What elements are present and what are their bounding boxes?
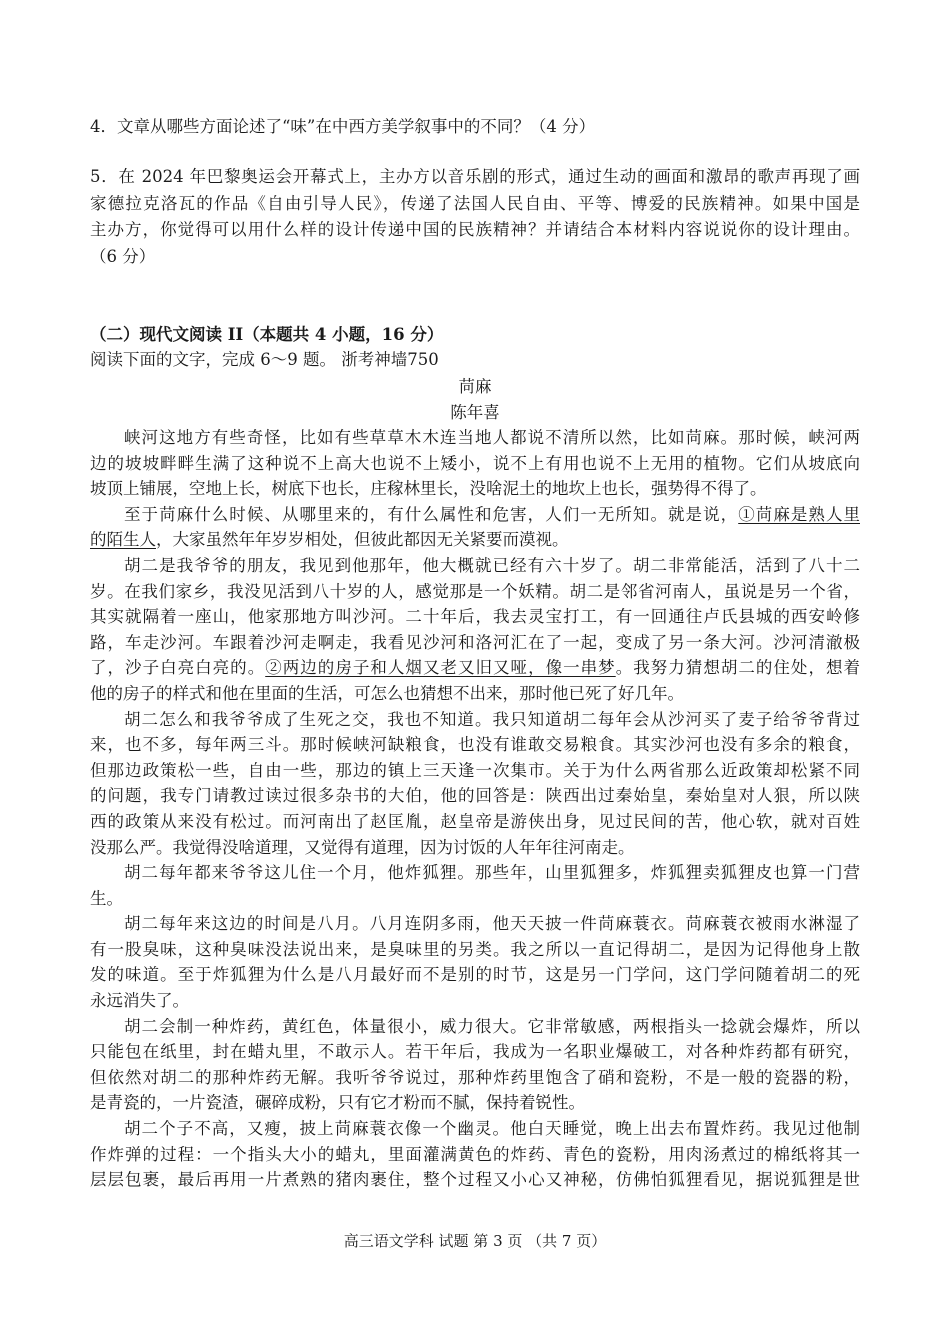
text-line: 坡顶上铺展，空地上长，树底下也长，庄稼林里长，没啥泥土的地坎上也长，强势得不得了。 xyxy=(90,479,767,499)
section-instruction: 阅读下面的文字，完成 6～9 题。 浙考神墙750 xyxy=(90,350,439,369)
question-4 xyxy=(90,114,860,141)
paragraph xyxy=(90,860,860,911)
text-line: 5．在 2024 年巴黎奥运会开幕式上，主办方以音乐剧的形式，通过生动的画面和激昂的歌声再现了画 xyxy=(90,167,860,186)
text-line xyxy=(90,655,860,681)
paragraph xyxy=(90,553,860,707)
text-line: 发的味道。至于炸狐狸为什么是八月最好而不是别的时节，这是另一门学问，这门学问随着胡二的死 xyxy=(90,965,860,985)
text-line: 层层包裹，最后再用一片煮熟的猪肉裹住，整个过程又小心又神秘，仿佛怕狐狸看见，据说狐狸是世 xyxy=(90,1170,860,1190)
text-line xyxy=(90,527,860,553)
text-segment: 。我努力猜想胡二的住处，想着 xyxy=(615,658,860,678)
paragraph xyxy=(90,1116,860,1193)
question-5 xyxy=(90,164,860,270)
text-segment: 至于苘麻什么时候、从哪里来的，有什么属性和危害，人们一无所知。就是说， xyxy=(124,504,739,524)
text-line: 作炸弹的过程：一个指头大小的蜡丸，里面灌满黄色的炸药、青色的瓷粉，用肉汤煮过的棉纸将其一 xyxy=(90,1144,860,1164)
text-line: 没那么严。我觉得没啥道理，又觉得有道理，因为讨饭的人年年往河南走。 xyxy=(90,837,635,857)
text-line: 是青瓷的，一片瓷渣，碾碎成粉，只有它才粉而不腻，保持着锐性。 xyxy=(90,1093,585,1113)
paragraph xyxy=(90,911,860,1013)
text-line: 胡二每年来这边的时间是八月。八月连阴多雨，他天天披一件苘麻蓑衣。苘麻蓑衣被雨水淋湿了 xyxy=(124,914,860,934)
text-line: 他的房子的样式和他在里面的生活，可怎么也猜想不出来，那时他已死了好几年。 xyxy=(90,683,684,703)
text-line: 胡二会制一种炸药，黄红色，体量很小，威力很大。它非常敏感，两根指头一捻就会爆炸，所以 xyxy=(124,1016,860,1036)
text-line: 路，车走沙河。车跟着沙河走啊走，我看见沙河和洛河汇在了一起，变成了另一条大河。沙河清澈极 xyxy=(90,632,860,652)
text-line: 但那边政策松一些，自由一些，那边的镇上三天逢一次集市。关于为什么两省那么近政策却松紧不同 xyxy=(90,760,860,780)
text-line xyxy=(90,502,860,528)
text-line: 边的坡坡畔畔生满了这种说不上高大也说不上矮小，说不上有用也说不上无用的植物。它们从坡底向 xyxy=(90,453,860,473)
article-author: 陈年喜 xyxy=(450,403,500,422)
text-line: 来，也不多，每年两三斗。那时候峡河缺粮食，也没有谁敢交易粮食。其实沙河也没有多余的粮食， xyxy=(90,735,860,755)
text-line: 有一股臭味，这种臭味没法说出来，是臭味里的另类。我之所以一直记得胡二，是因为记得他身上散 xyxy=(90,939,860,959)
section-heading: （二）现代文阅读 II（本题共 4 小题，16 分） xyxy=(90,325,444,344)
article-body xyxy=(90,425,860,1193)
page-footer: 高三语文学科 试题 第 3 页 （共 7 页） xyxy=(343,1232,607,1250)
text-line: 只能包在纸里，封在蜡丸里，不敢示人。若干年后，我成为一名职业爆破工，对各种炸药都有研究， xyxy=(90,1042,860,1062)
underlined-sentence: ②两边的房子和人烟又老又旧又哑，像一串梦 xyxy=(265,658,616,678)
text-line: 的问题，我专门请教过读过很多杂书的大伯，他的回答是：陕西出过秦始皇，秦始皇对人狠，所以陕 xyxy=(90,786,860,806)
article-title: 苘麻 xyxy=(458,377,492,396)
text-line: 胡二每年都来爷爷这儿住一个月，他炸狐狸。那些年，山里狐狸多，炸狐狸卖狐狸皮也算一门营 xyxy=(124,863,860,883)
text-line: 峡河这地方有些奇怪，比如有些草草木木连当地人都说不清所以然，比如苘麻。那时候，峡河两 xyxy=(124,428,860,447)
paragraph xyxy=(90,425,860,502)
text-line: 但依然对胡二的那种炸药无解。我听爷爷说过，那种炸药里饱含了硝和瓷粉，不是一般的瓷器的粉， xyxy=(90,1067,860,1087)
text-line: 胡二是我爷爷的朋友，我见到他那年，他大概就已经有六十岁了。胡二非常能活，活到了八十二 xyxy=(124,555,860,575)
text-line: 永远消失了。 xyxy=(90,991,189,1011)
text-segment: 了，沙子白亮白亮的。 xyxy=(90,658,266,678)
text-line: 胡二个子不高，又瘦，披上苘麻蓑衣像一个幽灵。他白天睡觉，晚上出去布置炸药。我见过他制 xyxy=(124,1119,860,1139)
underlined-sentence: 的陌生人 xyxy=(90,530,156,550)
text-segment: ，大家虽然年年岁岁相处，但彼此都因无关紧要而漠视。 xyxy=(156,530,569,550)
text-line: （6 分） xyxy=(90,246,156,266)
paragraph xyxy=(90,707,860,861)
paragraph xyxy=(90,502,860,553)
text-line: 胡二怎么和我爷爷成了生死之交，我也不知道。我只知道胡二每年会从沙河买了麦子给爷爷背过 xyxy=(124,709,860,729)
text-line: 主办方，你觉得可以用什么样的设计传递中国的民族精神？并请结合本材料内容说说你的设计理由。 xyxy=(90,220,860,240)
text-line: 岁。在我们家乡，我没见活到八十岁的人，感觉那是一个妖精。胡二是邻省河南人，虽说是另一个省， xyxy=(90,581,860,601)
text-line: 4．文章从哪些方面论述了“味”在中西方美学叙事中的不同？（4 分） xyxy=(90,117,596,136)
text-line: 家德拉克洛瓦的作品《自由引导人民》，传递了法国人民自由、平等、博爱的民族精神。如果中国是 xyxy=(90,193,860,213)
underlined-sentence: ①苘麻是熟人里 xyxy=(738,504,860,524)
text-line: 生。 xyxy=(90,888,123,908)
text-line: 其实就隔着一座山，他家那地方叫沙河。二十年后，我去灵宝打工，有一回通往卢氏县城的西安岭修 xyxy=(90,607,860,627)
text-line: 西的政策从来没有松过。而河南出了赵匡胤，赵皇帝是游侠出身，见过民间的苦，他心软，就对百姓 xyxy=(90,811,860,831)
paragraph xyxy=(90,1014,860,1116)
